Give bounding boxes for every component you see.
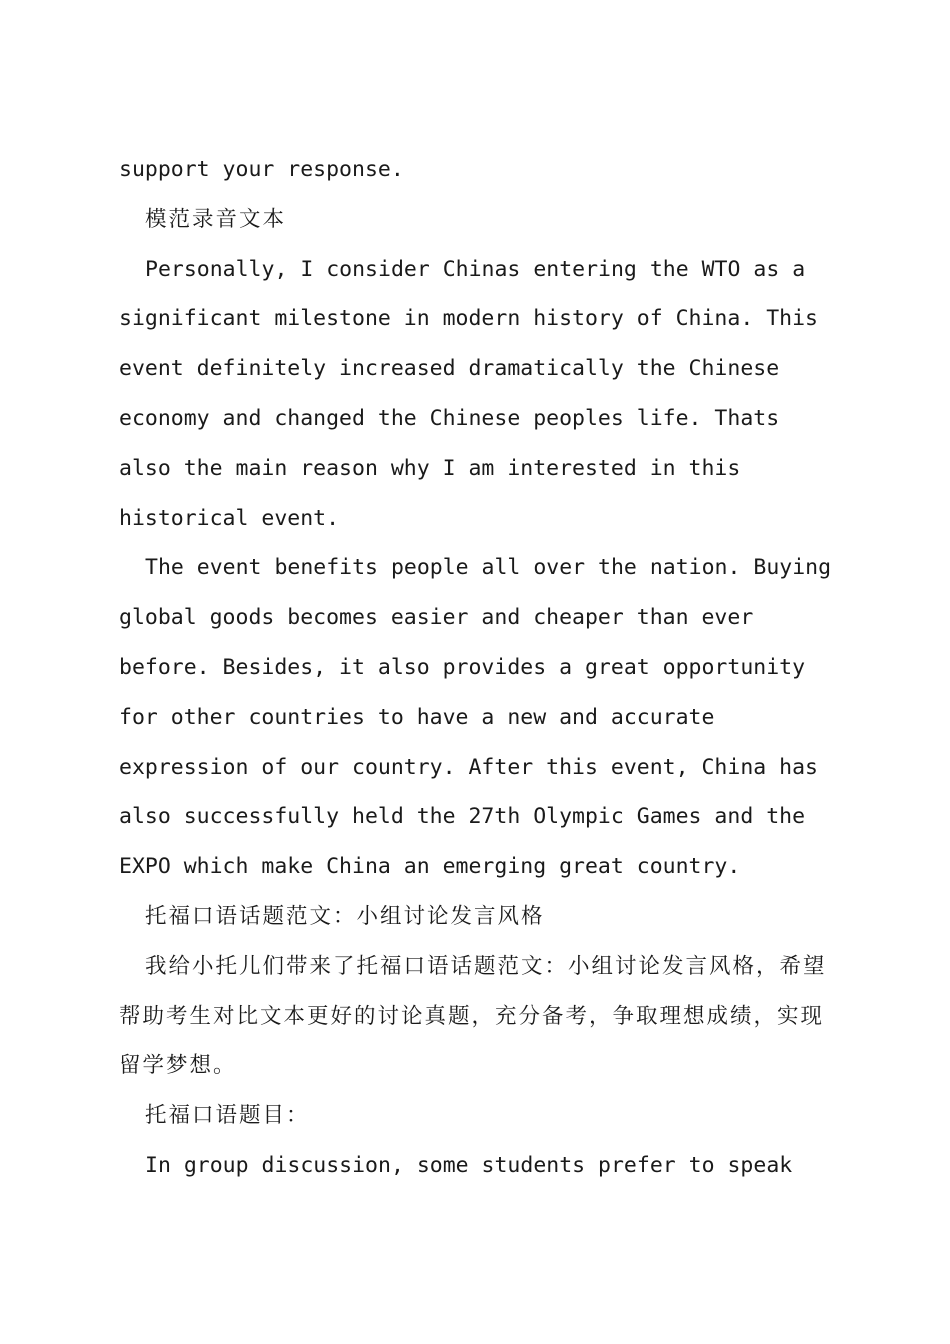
- section-heading-group-discussion: 托福口语话题范文：小组讨论发言风格: [145, 903, 545, 929]
- section-heading-model-transcript: 模范录音文本: [145, 206, 287, 232]
- section-heading-question: 托福口语题目：: [145, 1103, 310, 1129]
- document-page: [119, 145, 835, 1191]
- paragraph-question: In group discussion, some students prefer to speak: [145, 1152, 793, 1178]
- paragraph-continuation: support your response.: [119, 157, 404, 182]
- paragraph-intro: 我给小托儿们带来了托福口语话题范文：小组讨论发言风格，希望帮助考生对比文本更好的讨论真题，充分备考，争取理想成绩，实现留学梦想。: [119, 953, 827, 1079]
- paragraph-benefits: The event benefits people all over the nation. Buying global goods becomes easier and cheaper than ever before. Besides, it also provides a great opportunity for other countries to have a new and accurate expression of our country. After this event, China has also successfully held the 27th Olympic Games and the EXPO which make China an emerging great country.: [119, 555, 832, 880]
- paragraph-wto: Personally, I consider Chinas entering the WTO as a significant milestone in modern history of China. This event definitely increased dramatically the Chinese economy and changed the Chinese peoples life. Thats also the main reason why I am interested in this historical event.: [119, 256, 818, 531]
